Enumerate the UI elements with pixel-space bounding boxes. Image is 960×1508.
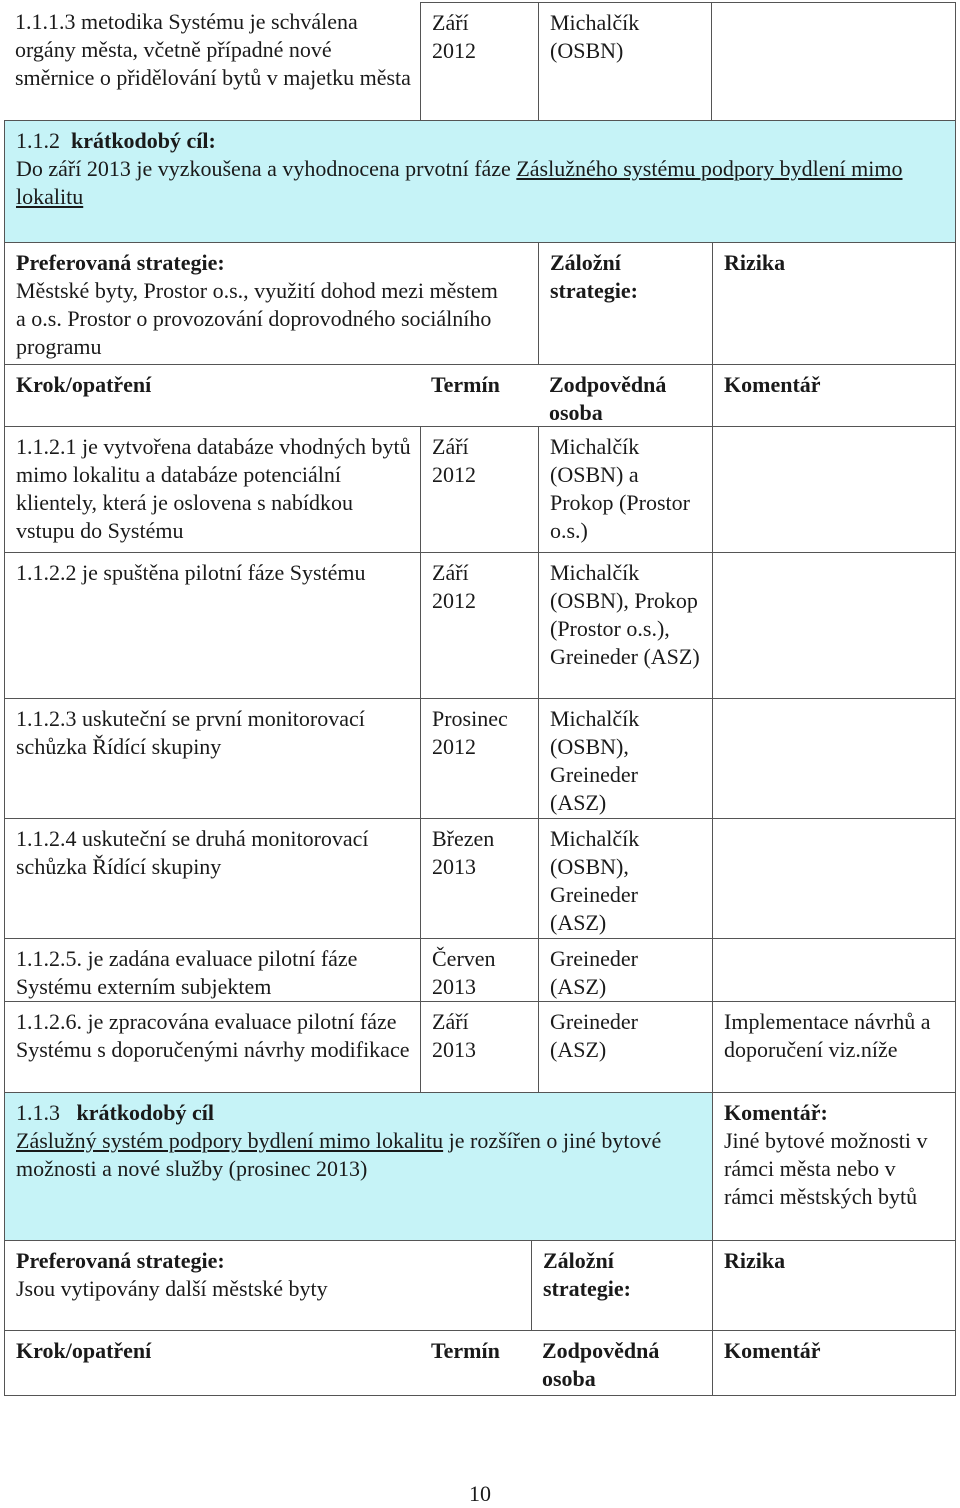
- table-row-task: 1.1.2.2 je spuštěna pilotní fáze Systému: [4, 552, 420, 698]
- goal-113-comment: [712, 1092, 956, 1240]
- table-row-comment: [712, 938, 956, 1001]
- table-row-comment: [712, 698, 956, 818]
- term-1113: [420, 2, 538, 120]
- goal-113-heading: [16, 1099, 682, 1127]
- goal-113-number: 1.1.3: [16, 1100, 60, 1125]
- table-row-term: Září 2012: [420, 552, 538, 698]
- header-113-comment: Komentář: [712, 1330, 956, 1396]
- pref-strategy-112-text: Městské byty, Prostor o.s., využití dohod mezi městem a o.s. Prostor o provozování doprovodného sociálního programu: [16, 278, 498, 359]
- header-113-term: Termín: [420, 1330, 531, 1396]
- risks-112-label: Rizika: [724, 250, 786, 275]
- task-1113: [4, 2, 420, 120]
- risks-113-label: Rizika: [724, 1248, 786, 1273]
- page-number: 10: [469, 1481, 491, 1506]
- pref-strategy-112-label: Preferovaná strategie:: [16, 250, 225, 275]
- comment-1113: [712, 2, 956, 120]
- table-row-person: Michalčík (OSBN), Greineder (ASZ): [538, 698, 712, 818]
- goal-113-text: Záslužný systém podpory bydlení mimo lokalitu je rozšířen o jiné bytové možnosti a nové služby (prosinec 2013): [16, 1128, 662, 1181]
- table-row-person: Michalčík (OSBN), Prokop (Prostor o.s.), Greineder (ASZ): [538, 552, 712, 698]
- goal-112-link: Záslužného systému podpory bydlení mimo lokalitu: [16, 156, 903, 209]
- goal-113-comment-text: Jiné bytové možnosti v rámci města nebo v rámci městských bytů: [724, 1128, 928, 1209]
- table-row-term: Březen 2013: [420, 818, 538, 938]
- table-row-task: 1.1.2.3 uskuteční se první monitorovací schůzka Řídící skupiny: [4, 698, 420, 818]
- table-row-comment: [712, 552, 956, 698]
- person-1113-text: Michalčík (OSBN): [550, 10, 640, 63]
- table-row-comment: Implementace návrhů a doporučení viz.níže: [712, 1001, 956, 1092]
- risks-112: [712, 242, 956, 364]
- table-row-person: Michalčík (OSBN) a Prokop (Prostor o.s.): [538, 426, 712, 552]
- table-row-task: 1.1.2.1 je vytvořena databáze vhodných bytů mimo lokalitu a databáze potenciální klientely, která je oslovena s nabídkou vstupu do Systému: [4, 426, 420, 552]
- table-row-term: Červen 2013: [420, 938, 538, 1001]
- header-113-person: Zodpovědná osoba: [531, 1330, 712, 1396]
- pref-strategy-112: [4, 242, 538, 364]
- backup-strategy-113-label: Záložní strategie:: [543, 1248, 631, 1301]
- goal-112-heading: [16, 127, 949, 155]
- goal-112-label: krátkodobý cíl:: [71, 128, 216, 153]
- table-row-person: Greineder (ASZ): [538, 938, 712, 1001]
- table-row-task: 1.1.2.6. je zpracována evaluace pilotní fáze Systému s doporučenými návrhy modifikace: [4, 1001, 420, 1092]
- pref-strategy-113: [4, 1240, 531, 1330]
- table-row-task: 1.1.2.4 uskuteční se druhá monitorovací schůzka Řídící skupiny: [4, 818, 420, 938]
- risks-113: [712, 1240, 956, 1330]
- backup-strategy-113: [531, 1240, 712, 1330]
- header-112-step: Krok/opatření: [4, 364, 420, 426]
- table-row-task: 1.1.2.5. je zadána evaluace pilotní fáze Systému externím subjektem: [4, 938, 420, 1001]
- table-row-comment: [712, 818, 956, 938]
- pref-strategy-113-text: Jsou vytipovány další městské byty: [16, 1276, 328, 1301]
- goal-112: [4, 120, 956, 242]
- backup-strategy-112-label: Záložní strategie:: [550, 250, 638, 303]
- backup-strategy-112: [538, 242, 712, 364]
- table-row-term: Prosinec 2012: [420, 698, 538, 818]
- table-row-comment: [712, 426, 956, 552]
- table-row-term: Září 2012: [420, 426, 538, 552]
- header-112-person: Zodpovědná osoba: [538, 364, 712, 426]
- table-row-term: Září 2013: [420, 1001, 538, 1092]
- header-112-comment: Komentář: [712, 364, 956, 426]
- document-page: [4, 2, 956, 1397]
- goal-113-comment-label: Komentář:: [724, 1100, 828, 1125]
- term-1113-text: Září 2012: [432, 10, 476, 63]
- goal-112-number: 1.1.2: [16, 128, 60, 153]
- header-113-step: Krok/opatření: [4, 1330, 420, 1396]
- person-1113: [538, 2, 712, 120]
- goal-113: [4, 1092, 712, 1240]
- goal-112-text: Do září 2013 je vyzkoušena a vyhodnocena prvotní fáze Záslužného systému podpory bydlení mimo lokalitu: [16, 156, 903, 209]
- pref-strategy-113-label: Preferovaná strategie:: [16, 1248, 225, 1273]
- goal-113-label: krátkodobý cíl: [76, 1100, 215, 1125]
- header-112-term: Termín: [420, 364, 538, 426]
- table-row-person: Michalčík (OSBN), Greineder (ASZ): [538, 818, 712, 938]
- goal-113-link: Záslužný systém podpory bydlení mimo lokalitu: [16, 1128, 444, 1153]
- table-row-person: Greineder (ASZ): [538, 1001, 712, 1092]
- task-1113-text: 1.1.1.3 metodika Systému je schválena orgány města, včetně případné nové směrnice o přidělování bytů v majetku města: [15, 9, 411, 90]
